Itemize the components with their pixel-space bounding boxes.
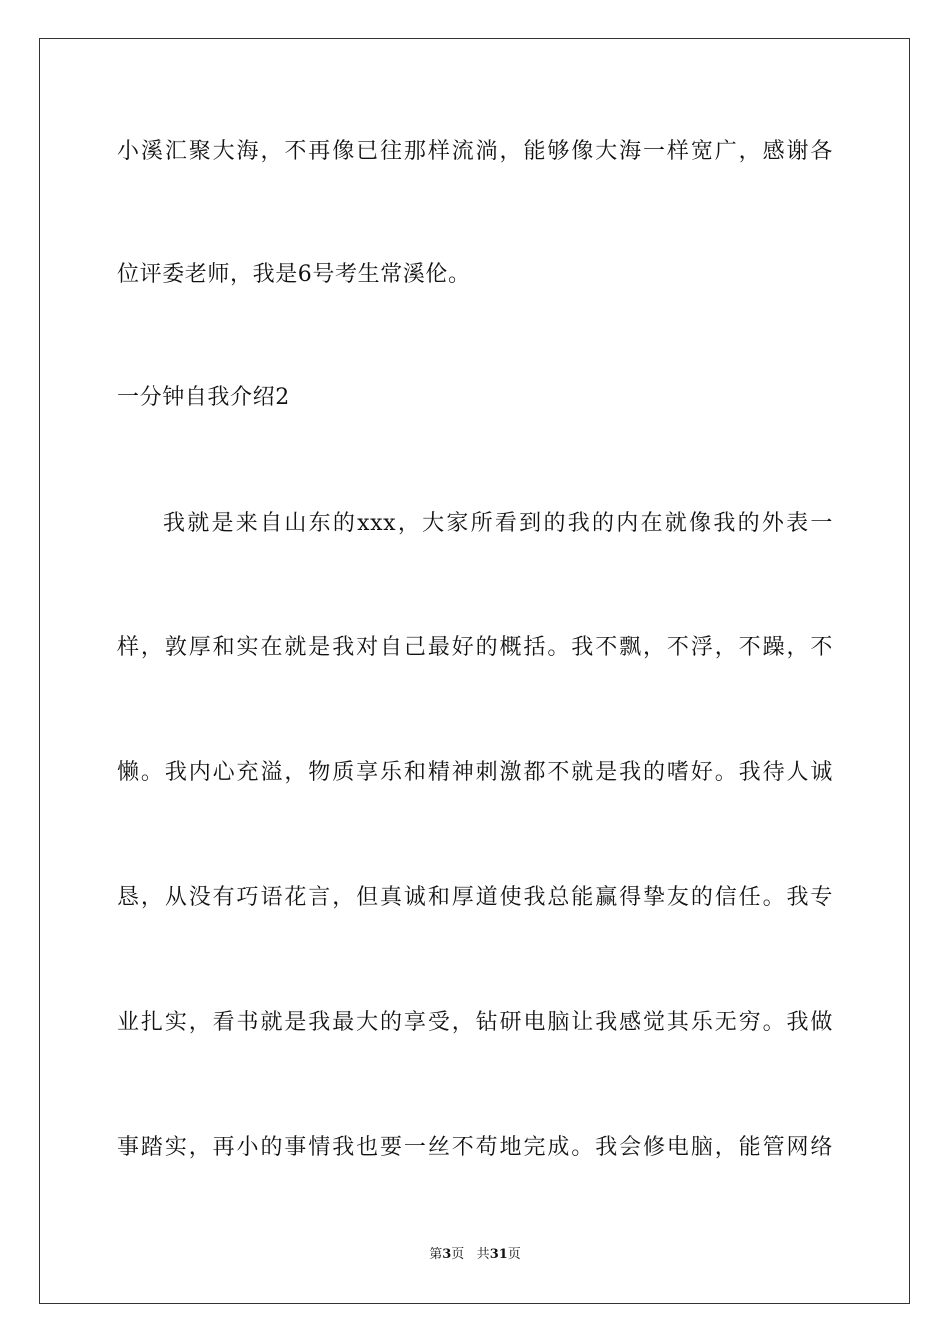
body-text-line-2: 位评委老师，我是6号考生常溪伦。 — [117, 262, 471, 287]
footer-total-prefix: 共 — [476, 1247, 490, 1262]
footer-page-prefix: 第 — [429, 1247, 443, 1262]
body-text-line-1: 小溪汇聚大海，不再像已往那样流淌，能够像大海一样宽广，感谢各 — [117, 139, 833, 164]
body-text-line-8: 事踏实，再小的事情我也要一丝不苟地完成。我会修电脑，能管网络 — [117, 1135, 833, 1160]
body-text-line-7: 业扎实，看书就是我最大的享受，钻研电脑让我感觉其乐无穷。我做 — [117, 1010, 833, 1035]
body-text-line-6: 恳，从没有巧语花言，但真诚和厚道使我总能赢得挚友的信任。我专 — [117, 885, 833, 910]
footer-page-current: 3 — [442, 1247, 452, 1262]
body-text-line-4: 样，敦厚和实在就是我对自己最好的概括。我不飘，不浮，不躁，不 — [117, 635, 833, 660]
page-footer — [0, 1245, 950, 1265]
page-border — [39, 38, 910, 1304]
footer-page-suffix: 页 — [451, 1247, 465, 1262]
body-text-line-5: 懒。我内心充溢，物质享乐和精神刺激都不就是我的嗜好。我待人诚 — [117, 760, 833, 785]
body-text-line-3: 我就是来自山东的xxx，大家所看到的我的内在就像我的外表一 — [163, 511, 833, 536]
footer-total-suffix: 页 — [507, 1247, 521, 1262]
footer-page-total: 31 — [489, 1247, 508, 1262]
section-heading: 一分钟自我介绍2 — [117, 385, 290, 410]
